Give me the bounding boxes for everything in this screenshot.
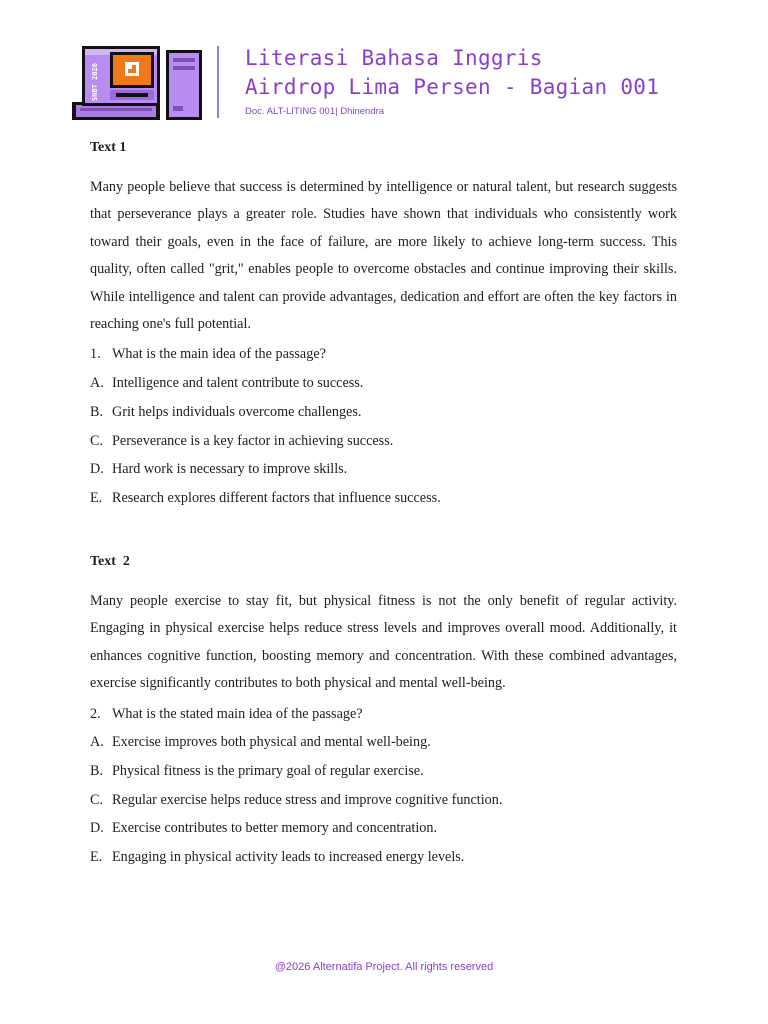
- option-b: [90, 402, 677, 431]
- option-text: Physical fitness is the primary goal of regular exercise.: [112, 763, 424, 779]
- option-a: [90, 373, 677, 402]
- passage: Many people exercise to stay fit, but physical fitness is not the only benefit of regular activity. Engaging in physical exercise helps reduce stress levels and improves overall mood. Additionally, it enhances cognitive function, boosting memory and concentration. With these combined advantages, exercise significantly contributes to both physical and mental well-being.: [90, 593, 677, 692]
- question: [90, 704, 677, 733]
- option-letter: D.: [90, 461, 104, 478]
- option-letter: C.: [90, 432, 104, 449]
- document-code: Doc. ALT-LITING 001| Dhinendra: [245, 106, 385, 117]
- option-text: Exercise improves both physical and mental well-being.: [112, 734, 431, 751]
- text-section-2: [90, 552, 677, 876]
- option-text: Research explores different factors that influence success.: [112, 489, 441, 506]
- option-text: Grit helps individuals overcome challenges.: [112, 403, 362, 420]
- option-d: [90, 818, 677, 847]
- question: [90, 344, 677, 373]
- option-letter: E.: [90, 849, 103, 866]
- header-divider: [217, 46, 219, 118]
- option-letter: D.: [90, 820, 104, 837]
- section-title: Text 1: [90, 140, 127, 155]
- option-letter: A.: [90, 734, 104, 751]
- option-e: [90, 847, 677, 876]
- option-text: Exercise contributes to better memory and concentration.: [112, 820, 438, 837]
- document-subtitle: Airdrop Lima Persen - Bagian 001: [245, 75, 660, 99]
- option-letter: E.: [90, 489, 103, 506]
- option-c: [90, 431, 677, 460]
- option-e: [90, 488, 677, 517]
- question-text: What is the stated main idea of the passage?: [112, 705, 363, 722]
- option-d: [90, 459, 677, 488]
- option-c: [90, 790, 677, 819]
- question-number: 2.: [90, 705, 101, 722]
- option-text: Perseverance is a key factor in achieving success.: [112, 432, 394, 449]
- option-letter: C.: [90, 791, 104, 808]
- text-section-1: [90, 138, 677, 517]
- footer-copyright: @2026 Alternatifa Project. All rights reserved: [274, 961, 494, 973]
- document-header: [0, 0, 768, 130]
- option-a: [90, 732, 677, 761]
- option-letter: A.: [90, 375, 104, 392]
- option-text: Regular exercise helps reduce stress and improve cognitive function.: [112, 791, 503, 808]
- document-title: Literasi Bahasa Inggris: [245, 46, 543, 70]
- question-number: 1.: [90, 346, 101, 363]
- option-text: Engaging in physical activity leads to increased energy levels.: [112, 849, 465, 866]
- option-text: Intelligence and talent contribute to success.: [112, 375, 364, 392]
- passage: Many people believe that success is determined by intelligence or natural talent, but research suggests that perseverance plays a greater role. Studies have shown that individuals who consistently work toward their goals, even in the face of failure, are more likely to achieve long-term success. This quality, often called "grit," enables people to overcome obstacles and continue improving their skills. While intelligence and talent can provide advantages, dedication and effort are often the key factors in reaching one's full potential.: [90, 179, 677, 333]
- option-letter: B.: [90, 403, 104, 420]
- question-text: What is the main idea of the passage?: [112, 346, 326, 363]
- option-text: Hard work is necessary to improve skills.: [112, 461, 348, 478]
- option-b: [90, 761, 677, 790]
- option-letter: B.: [90, 763, 104, 779]
- logo-label: SNBT 2026: [91, 63, 99, 101]
- retro-computer-icon: [70, 44, 206, 124]
- section-title: Text 2: [90, 554, 130, 569]
